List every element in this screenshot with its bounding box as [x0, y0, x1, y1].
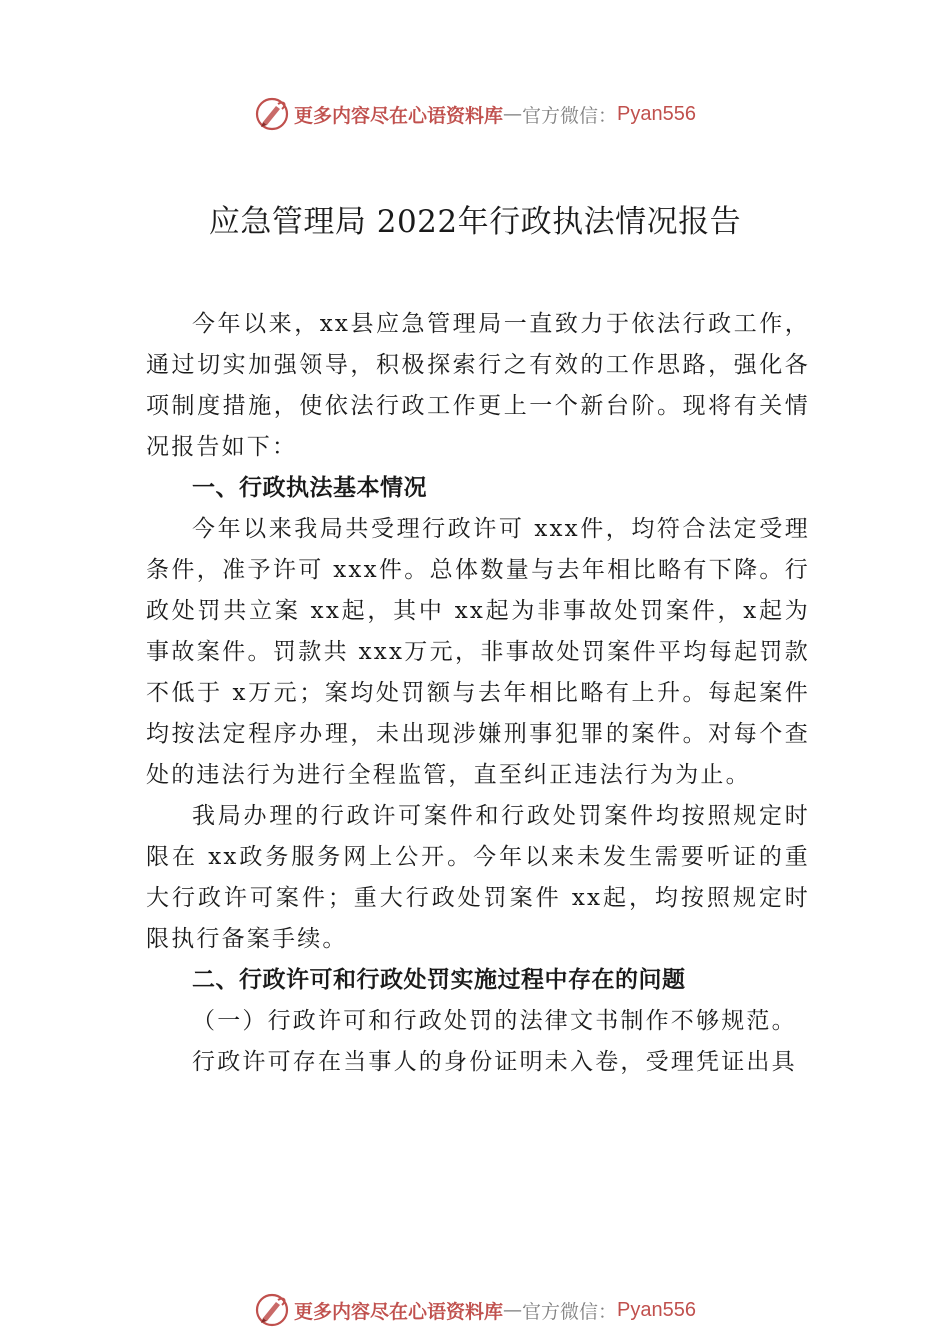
section1-paragraph-2: 我局办理的行政许可案件和行政处罚案件均按照规定时限在 xx政务服务网上公开。今年以来未发生需要听证的重大行政许可案件；重大行政处罚案件 xx起，均按照规定时限执行备案手续。	[146, 803, 810, 952]
banner-dash: —	[503, 103, 523, 125]
banner-wechat-id: Pyan556	[617, 1298, 696, 1321]
banner-wechat-label: 官方微信：	[522, 104, 618, 127]
section-heading-1: 一、行政执法基本情况	[192, 475, 427, 501]
section-heading-2: 二、行政许可和行政处罚实施过程中存在的问题	[192, 967, 686, 993]
banner-dash: —	[503, 1299, 523, 1321]
document-title: 应急管理局 2022年行政执法情况报告	[208, 204, 742, 240]
banner-wechat-id: Pyan556	[617, 102, 696, 125]
banner-site-text: 更多内容尽在心语资料库	[294, 1300, 504, 1323]
header-banner	[0, 94, 950, 134]
pen-logo-icon	[254, 96, 290, 132]
subsection-heading-1: （一）行政许可和行政处罚的法律文书制作不够规范。	[192, 1008, 797, 1034]
section1-paragraph-1: 今年以来我局共受理行政许可 xxx件，均符合法定受理条件，准予许可 xxx件。总体数量与去年相比略有下降。行政处罚共立案 xx起，其中 xx起为非事故处罚案件，x起为事故案件。罚款共 xxx万元，非事故处罚案件平均每起罚款不低于 x万元；案均处罚额与去年相比略有上升。每起案件均按法定程序办理，未出现涉嫌刑事犯罪的案件。对每个查处的违法行为进行全程监管，直至纠正违法行为为止。	[146, 516, 810, 788]
footer-banner	[0, 1290, 950, 1330]
document-body	[146, 304, 810, 1083]
banner-wechat-label: 官方微信：	[522, 1300, 618, 1323]
section2-paragraph-1: 行政许可存在当事人的身份证明未入卷，受理凭证出具	[192, 1049, 797, 1075]
intro-paragraph: 今年以来，xx县应急管理局一直致力于依法行政工作，通过切实加强领导，积极探索行之有效的工作思路，强化各项制度措施，使依法行政工作更上一个新台阶。现将有关情况报告如下：	[146, 311, 810, 460]
pen-logo-icon	[254, 1292, 290, 1328]
banner-site-text: 更多内容尽在心语资料库	[294, 104, 504, 127]
